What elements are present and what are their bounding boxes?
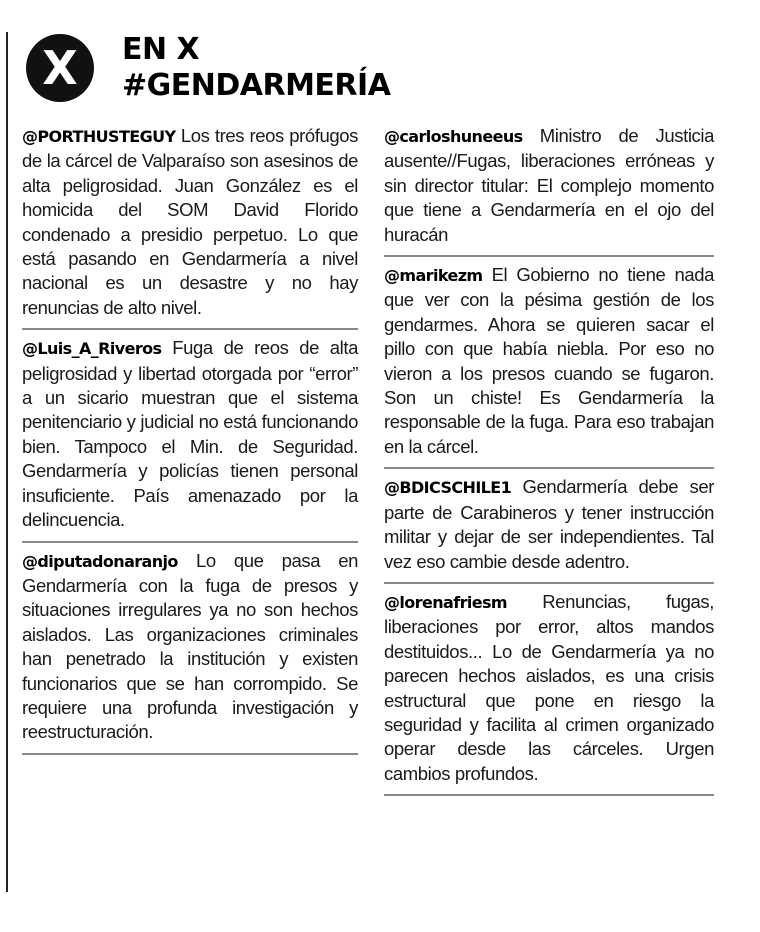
tweet-bdicschile1 (384, 469, 714, 584)
tweet-text: Renuncias, fugas, liberaciones por error, altos mandos destituidos... Lo de Gendarmería ya no parecen hechos aislados, es una crisis estructural que pone en riesgo la seguridad y facilita al crimen organizado operar desde las cárceles. Urgen cambios profundos. (384, 590, 714, 784)
tweet-lorenafriesm (384, 584, 714, 796)
tweet-carloshuneeus (384, 118, 714, 257)
section-title (122, 32, 390, 104)
x-logo-icon: X (26, 34, 94, 102)
left-margin-rule (6, 32, 8, 892)
right-column (384, 118, 714, 796)
tweet-handle: @lorenafriesm (384, 592, 507, 612)
tweet-text: Fuga de reos de alta peligrosidad y libertad otorgada por “error” a un sicario muestran que el sistema penitenciario y judicial no está funcionando bien. Tampoco el Min. de Seguridad. Gendarmería y policías tienen personal insuficiente. País amenazado por la delincuencia. (22, 337, 358, 531)
tweet-handle: @diputadonaranjo (22, 551, 178, 571)
tweet-text: Gendarmería debe ser parte de Carabineros y tener instrucción militar y dejar de ser independientes. Tal vez eso cambie desde adentro. (384, 476, 714, 572)
left-column (22, 118, 358, 755)
tweet-text: Los tres reos prófugos de la cárcel de Valparaíso son asesinos de alta peligrosidad. Juan González es el homicida del SOM David Florido condenado a presidio perpetuo. Lo que está pasando en Gendarmería a nivel nacional es un desastre y no hay renuncias de alto nivel. (22, 125, 358, 318)
tweet-text: Ministro de Justicia ausente//Fugas, liberaciones erróneas y sin director titular: El complejo momento que tiene a Gendarmería en el ojo del huracán (384, 125, 714, 245)
tweet-porthusteguy (22, 118, 358, 330)
tweet-handle: @Luis_A_Riveros (22, 339, 162, 359)
tweet-diputadonaranjo (22, 543, 358, 755)
tweet-handle: @PORTHUSTEGUY (22, 127, 176, 146)
tweet-text: Lo que pasa en Gendarmería con la fuga de presos y situaciones irregulares ya no son hechos aislados. Las organizaciones criminales han penetrado la institución y existen funcionarios que se han corrompido. Se requiere una profunda investigación y reestructuración. (22, 549, 358, 743)
tweet-handle: @marikezm (384, 266, 483, 286)
tweet-marikezm (384, 257, 714, 469)
section-title-hashtag: #GENDARMERÍA (122, 68, 391, 103)
section-title-line1: EN X (122, 32, 200, 67)
tweet-luis-a-riveros (22, 330, 358, 542)
tweet-text: El Gobierno no tiene nada que ver con la pésima gestión de los gendarmes. Ahora se quieren sacar el pillo con que había niebla. Por eso no vieron a los presos cuando se fugaron. Son un chiste! Es Gendarmería la responsable de la fuga. Para eso trabajan en la cárcel. (384, 264, 714, 457)
tweet-handle: @BDICSCHILE1 (384, 478, 512, 498)
tweet-handle: @carloshuneeus (384, 127, 523, 146)
